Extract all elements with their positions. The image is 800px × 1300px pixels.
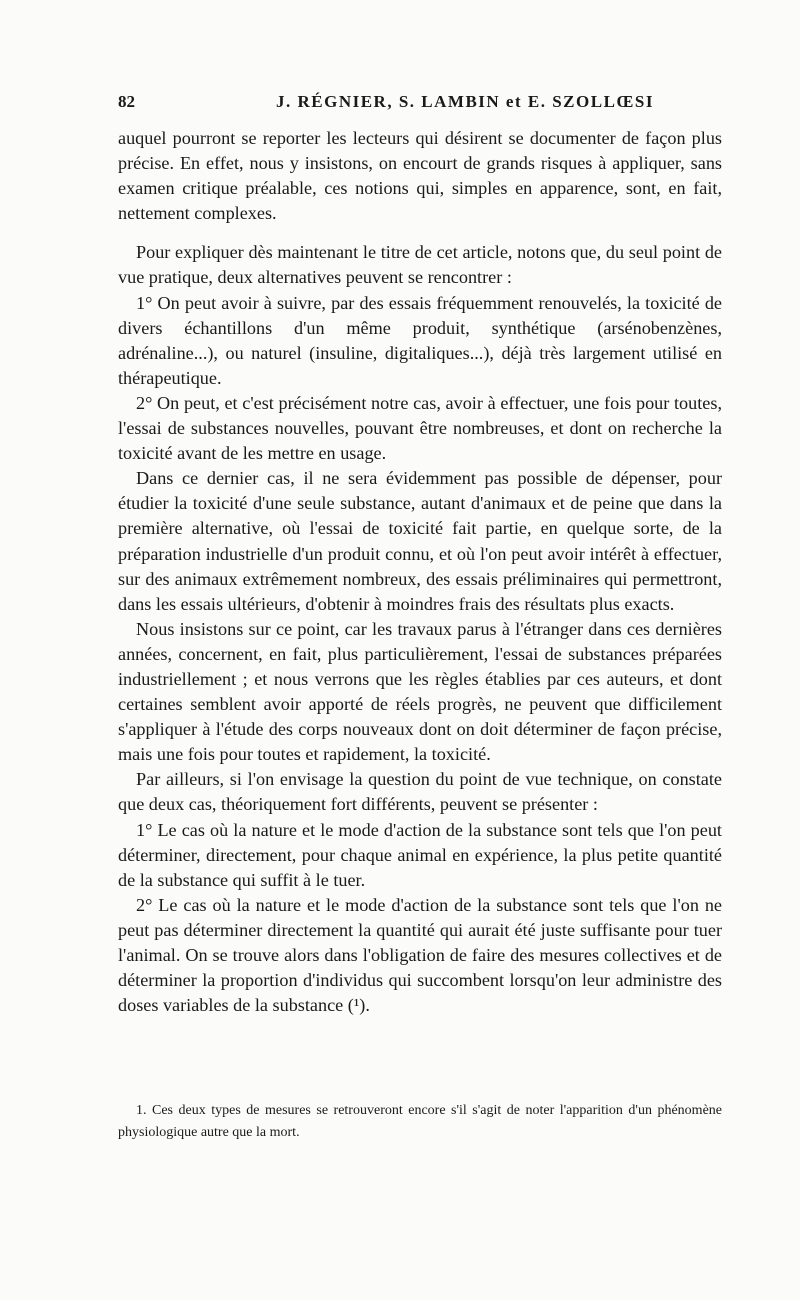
paragraph: 1° Le cas où la nature et le mode d'action de la substance sont tels que l'on peut déterminer, directement, pour chaque animal en expérience, la plus petite quantité de la substance qui suffit à le tuer.: [118, 819, 722, 890]
paragraph: auquel pourront se reporter les lecteurs qui désirent se documenter de façon plus précise. En effet, nous y insistons, on encourt de grands risques à appliquer, sans examen critique préalable, ces notions qui, simples en apparence, sont, en fait, nettement complexes.: [118, 128, 722, 224]
paragraph: Pour expliquer dès maintenant le titre de cet article, notons que, du seul point de vue pratique, deux alternatives peuvent se rencontrer :: [118, 242, 722, 288]
footnote: [118, 1100, 722, 1144]
footnote-text: 1. Ces deux types de mesures se retrouveront encore s'il s'agit de noter l'apparition d'un phénomène physiologique autre que la mort.: [118, 1103, 722, 1140]
running-head: J. RÉGNIER, S. LAMBIN et E. SZOLLŒSI: [275, 92, 654, 111]
body-text: [118, 126, 722, 1018]
paragraph: 1° On peut avoir à suivre, par des essais fréquemment renouvelés, la toxicité de divers échantillons d'un même produit, synthétique (arsénobenzènes, adrénaline...), ou naturel (insuline, digitaliques...), déjà très largement utilisé en thérapeutique.: [118, 292, 722, 388]
paragraph: Nous insistons sur ce point, car les travaux parus à l'étranger dans ces dernières années, concernent, en fait, plus particulièrement, l'essai de substances préparées industriellement ; et nous verrons que les règles établies par ces auteurs, et dont certaines semblent avoir apporté de réels progrès, ne peuvent que difficilement s'appliquer à l'étude des corps nouveaux dont on doit déterminer de façon précise, mais une fois pour toutes et rapidement, la toxicité.: [118, 618, 722, 765]
paragraph: 2° Le cas où la nature et le mode d'action de la substance sont tels que l'on ne peut pas déterminer directement la quantité qui aurait été juste suffisante pour tuer l'animal. On se trouve alors dans l'obligation de faire des mesures collectives et de déterminer la proportion d'individus qui succombent lorsqu'on leur administre des doses variables de la substance (¹).: [118, 894, 722, 1016]
paragraph: Par ailleurs, si l'on envisage la question du point de vue technique, on constate que deux cas, théoriquement fort différents, peuvent se présenter :: [118, 769, 722, 815]
page-header: [118, 92, 722, 116]
paragraph: 2° On peut, et c'est précisément notre cas, avoir à effectuer, une fois pour toutes, l'essai de substances nouvelles, pouvant être nombreuses, et dont on recherche la toxicité avant de les mettre en usage.: [118, 392, 722, 464]
paragraph: Dans ce dernier cas, il ne sera évidemment pas possible de dépenser, pour étudier la toxicité d'une seule substance, autant d'animaux et de peine que dans la première alternative, où l'essai de toxicité fait partie, en quelque sorte, de la préparation industrielle d'un produit connu, et où l'on peut avoir intérêt à effectuer, sur des animaux extrêmement nombreux, des essais préliminaires qui permettront, dans les essais ultérieurs, d'obtenir à moindres frais des résultats plus exacts.: [118, 468, 722, 614]
page-number: 82: [118, 92, 135, 111]
